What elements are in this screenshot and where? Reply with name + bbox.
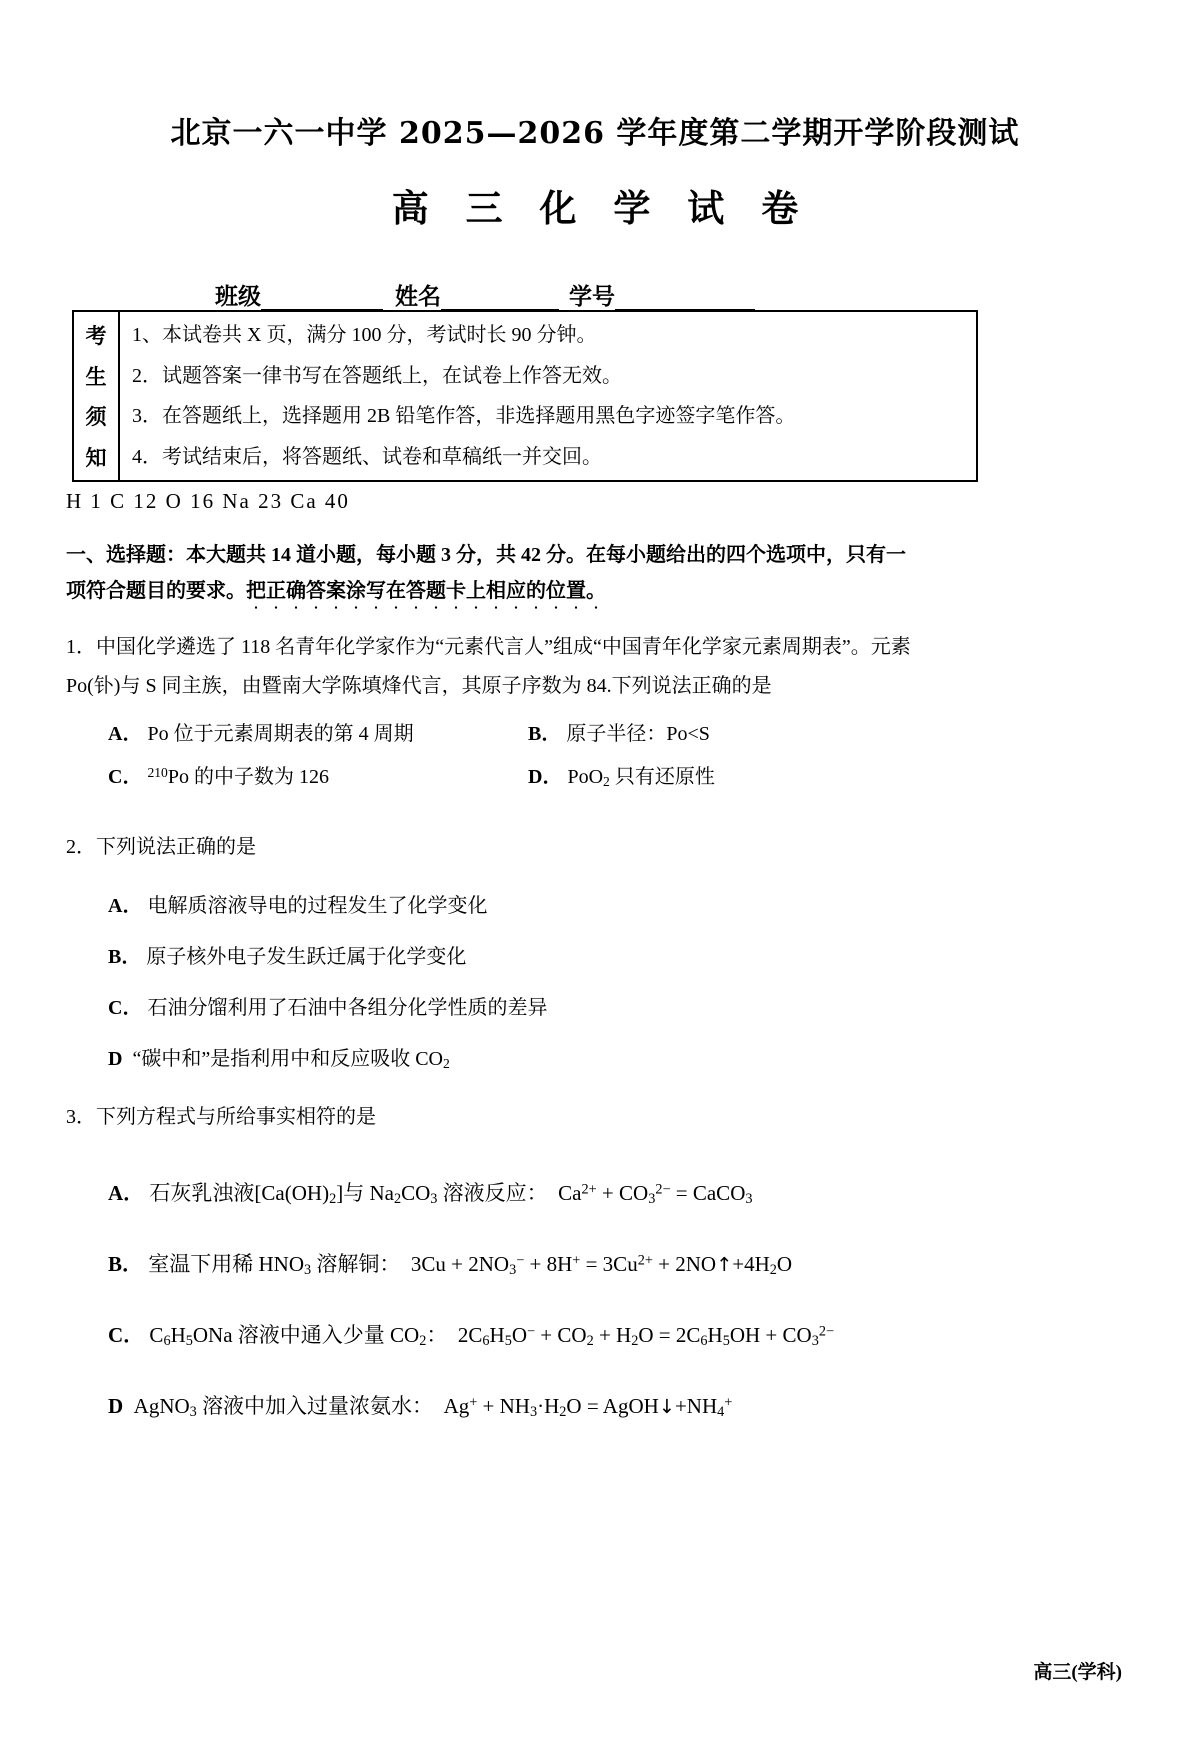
option-text: 原子核外电子发生跃迁属于化学变化 (146, 946, 467, 968)
question-1 (66, 628, 1126, 792)
notice-side-char-3: 须 (85, 404, 107, 430)
option-label: C． (108, 766, 143, 789)
option-label: C． (108, 1323, 145, 1348)
question-3 (66, 1098, 1126, 1422)
question-2-options (66, 889, 1126, 1072)
notice-items (120, 312, 976, 480)
option-label: B． (108, 1252, 144, 1277)
question-3-stem (66, 1098, 1126, 1137)
option-text: 石油分馏利用了石油中各组分化学性质的差异 (147, 997, 548, 1019)
option-text: 原子半径：Po<S (566, 723, 710, 745)
question-2-option-a[interactable] (66, 889, 1126, 918)
id-input-rule[interactable] (615, 289, 755, 311)
option-text: PoO$_2$ 只有还原性 (567, 766, 715, 789)
option-label: D (108, 1048, 123, 1070)
notice-side-label (74, 312, 120, 480)
option-description: 石灰乳浊液$[Ca(OH)_2]$与 $Na_2CO_3$ 溶液反应： (149, 1181, 548, 1208)
option-row (66, 720, 1126, 749)
class-field (215, 278, 383, 311)
question-1-option-d[interactable] (528, 763, 715, 792)
option-equation: $2C_6H_5O^- + CO_2 + H_2O = 2C_6H_5OH + CO_3^{2-}$ (452, 1323, 835, 1350)
question-2-option-c[interactable] (66, 991, 1126, 1020)
question-3-option-d[interactable] (66, 1390, 1126, 1421)
section-one-line-2b: 把正确答案涂写在答题卡上相应的位置。 (246, 579, 606, 602)
option-description: 室温下用稀 $HNO_3$ 溶解铜： (148, 1252, 401, 1279)
option-label: A． (108, 1181, 145, 1205)
question-2-stem (66, 828, 1126, 867)
class-label: 班级 (215, 284, 261, 309)
option-label: C． (108, 997, 143, 1019)
option-description: $C_6H_5ONa$ 溶液中通入少量 $CO_2$： (149, 1323, 448, 1350)
atomic-masses-line: H 1 C 12 O 16 Na 23 Ca 40 (66, 489, 350, 513)
notice-item-4: 4．考试结束后，将答题纸、试卷和草稿纸一并交回。 (132, 445, 602, 468)
page-footer: 高三(学科) (1033, 1662, 1122, 1683)
section-one-line-1: 一、选择题：本大题共 14 道小题，每小题 3 分，共 42 分。在每小题给出的四个选项中，只有一 (66, 544, 906, 566)
option-label: B． (528, 723, 562, 745)
class-input-rule[interactable] (261, 289, 383, 311)
option-description: AgNO$_3$ 溶液中加入过量浓氨水： (128, 1394, 434, 1421)
question-1-option-b[interactable] (528, 720, 710, 749)
question-2 (66, 828, 1126, 1072)
option-text: 电解质溶液导电的过程发生了化学变化 (147, 895, 488, 917)
option-equation: $Ca^{2+} + CO_3^{2-}$ = CaCO$_3$ (552, 1181, 753, 1208)
section-one-line-2a: 项符合题目的要求。 (66, 579, 246, 602)
question-1-options (66, 720, 1126, 792)
question-3-option-b[interactable] (66, 1248, 1126, 1279)
question-3-number: 3． (66, 1106, 96, 1128)
question-1-stem-line-1: 中国化学遴选了 118 名青年化学家作为“元素代言人”组成“中国青年化学家元素周期表”。元素 (96, 636, 911, 658)
question-1-stem (66, 628, 1126, 706)
notice-item-2: 2．试题答案一律书写在答题纸上，在试卷上作答无效。 (132, 364, 622, 387)
notice-side-char-1: 考 (85, 323, 107, 349)
question-2-stem-text: 下列说法正确的是 (96, 836, 256, 858)
student-info-line (215, 278, 975, 311)
notice-side-char-2: 生 (85, 363, 107, 389)
notice-side-char-4: 知 (85, 444, 107, 470)
notice-item-1: 1、本试卷共 X 页，满分 100 分，考试时长 90 分钟。 (132, 324, 597, 347)
option-label: B． (108, 946, 142, 968)
option-equation: $3Cu + 2NO_3^- + 8H^+ = 3Cu^{2+}$ + $2NO↑+4H_2O$ (405, 1252, 793, 1279)
question-3-options (66, 1177, 1126, 1422)
option-row (66, 763, 1126, 792)
name-field (395, 278, 559, 311)
question-3-stem-text: 下列方程式与所给事实相符的是 (96, 1106, 376, 1128)
option-text: $^{210}$Po 的中子数为 126 (147, 765, 329, 789)
option-label: A． (108, 895, 143, 917)
question-3-option-c[interactable] (66, 1319, 1126, 1350)
option-equation: $Ag^+ + NH_3\cdot H_2O$ = $AgOH↓+NH_4^+$ (438, 1394, 733, 1421)
id-label: 学号 (569, 284, 615, 309)
option-label: D (108, 1394, 124, 1419)
paper-title: 高 三 化 学 试 卷 (391, 186, 811, 230)
school-title: 北京一六一中学 2025—2026 学年度第二学期开学阶段测试 (170, 116, 1020, 151)
question-1-option-c[interactable] (66, 763, 528, 792)
question-1-number: 1． (66, 636, 96, 658)
id-field (569, 278, 755, 311)
question-2-number: 2． (66, 836, 96, 858)
notice-item-3: 3．在答题纸上，选择题用 2B 铅笔作答，非选择题用黑色字迹签字笔作答。 (132, 405, 796, 428)
option-text: “碳中和”是指利用中和反应吸收 $CO_2$ (127, 1048, 450, 1071)
exam-notice-box (72, 310, 978, 482)
option-text: Po 位于元素周期表的第 4 周期 (147, 723, 414, 745)
question-1-option-a[interactable] (66, 720, 528, 749)
option-label: D． (528, 766, 563, 788)
section-one-heading (66, 538, 1124, 609)
option-label: A． (108, 723, 143, 745)
question-1-stem-line-2: Po(钋)与 S 同主族，由暨南大学陈填烽代言，其原子序数为 84.下列说法正确的是 (66, 675, 772, 697)
question-2-option-d[interactable] (66, 1042, 1126, 1072)
question-2-option-b[interactable] (66, 940, 1126, 969)
question-3-option-a[interactable] (66, 1177, 1126, 1208)
name-label: 姓名 (395, 284, 441, 309)
name-input-rule[interactable] (441, 289, 559, 311)
